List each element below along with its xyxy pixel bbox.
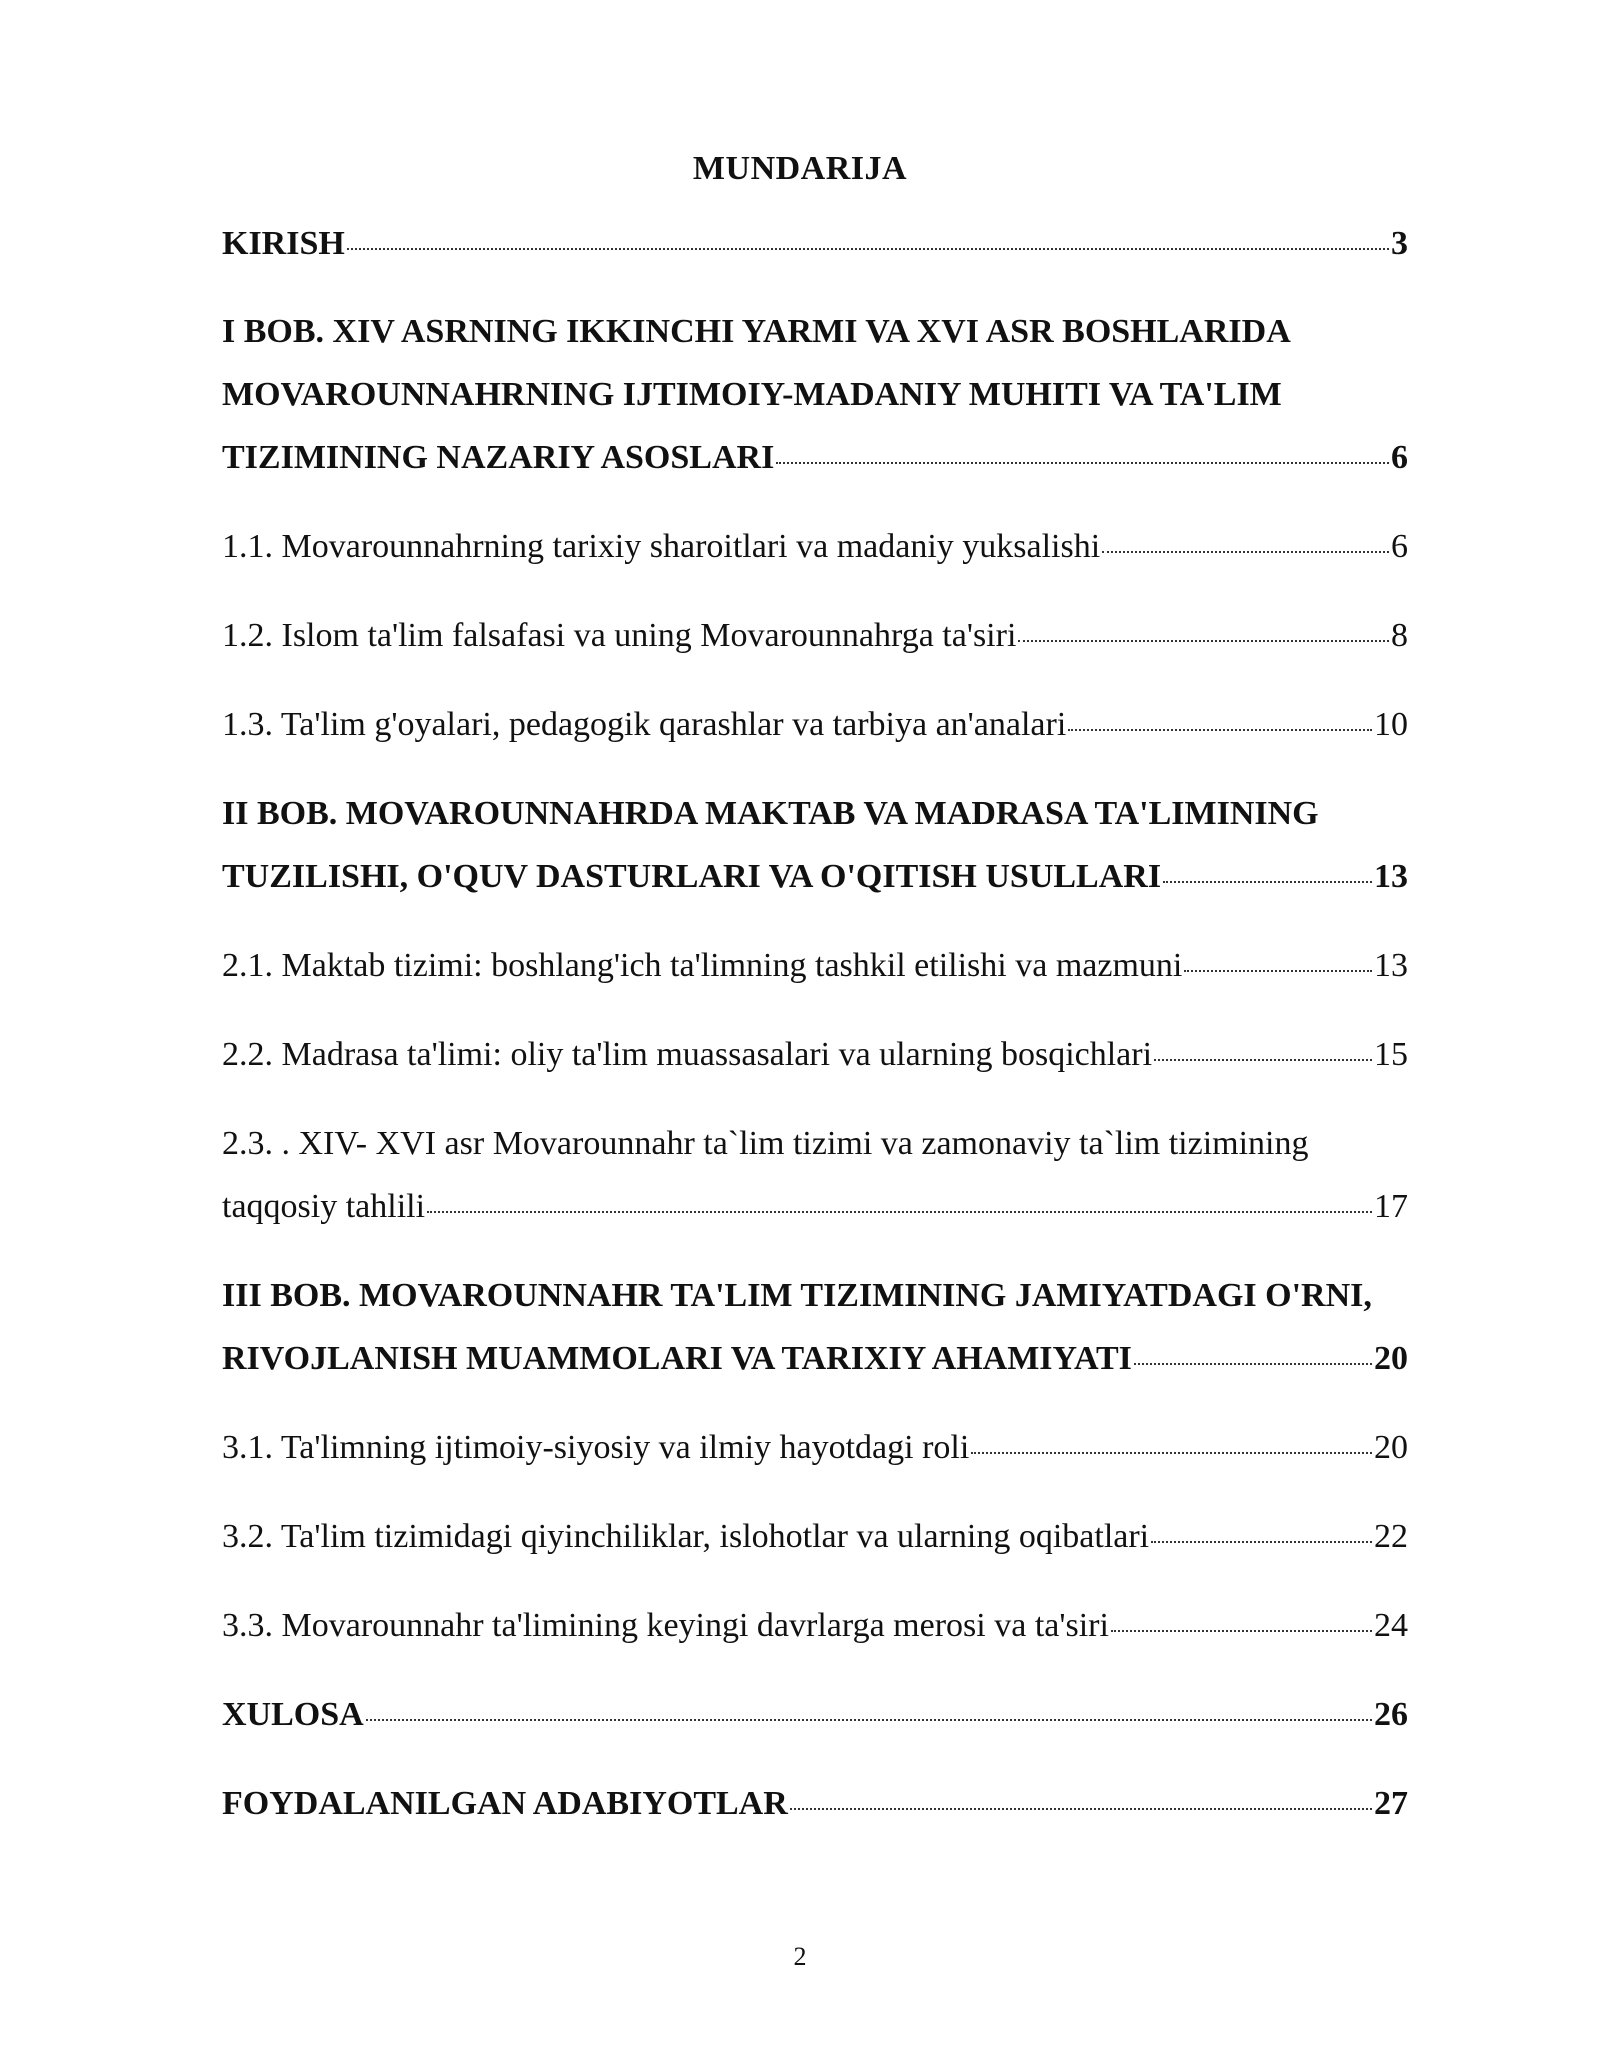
toc-page-number: 6 [1391, 528, 1408, 565]
toc-entry-title-line: II BOB. MOVAROUNNAHRDA MAKTAB VA MADRASA TA'LIMINING [222, 795, 1319, 832]
toc-entry-title: XULOSA [222, 1696, 364, 1733]
toc-page-number: 20 [1374, 1429, 1408, 1466]
page-title: MUNDARIJA [692, 150, 908, 187]
dot-leader [1018, 640, 1389, 642]
toc-entry-chapter-3[interactable] [222, 1264, 1408, 1390]
toc-entry-1-2[interactable] [222, 604, 1408, 667]
toc-entry-title: KIRISH [222, 225, 345, 262]
toc-entry-title-line: RIVOJLANISH MUAMMOLARI VA TARIXIY AHAMIYATI [222, 1340, 1132, 1377]
toc-entry-title-line: III BOB. MOVAROUNNAHR TA'LIM TIZIMINING JAMIYATDAGI O'RNI, [222, 1277, 1372, 1314]
toc-entry-title-line: I BOB. XIV ASRNING IKKINCHI YARMI VA XVI ASR BOSHLARIDA [222, 313, 1291, 350]
toc-entry-title-line: TUZILISHI, O'QUV DASTURLARI VA O'QITISH USULLARI [222, 858, 1162, 895]
toc-entry-chapter-1[interactable] [222, 300, 1408, 489]
toc-entry-3-1[interactable] [222, 1416, 1408, 1479]
toc-entry-title: 1.2. Islom ta'lim falsafasi va uning Movarounnahrga ta'siri [222, 617, 1017, 654]
toc-entry-kirish[interactable] [222, 212, 1408, 275]
toc-entry-3-2[interactable] [222, 1505, 1408, 1568]
toc-entry-title: 2.2. Madrasa ta'limi: oliy ta'lim muassasalari va ularning bosqichlari [222, 1036, 1153, 1073]
dot-leader [347, 248, 1389, 250]
toc-entry-xulosa[interactable] [222, 1683, 1408, 1746]
dot-leader [1154, 1059, 1372, 1061]
page-number: 2 [793, 1942, 807, 1971]
toc-page-number: 20 [1374, 1340, 1408, 1377]
toc-page-number: 8 [1391, 617, 1408, 654]
dot-leader [427, 1211, 1372, 1213]
toc-entry-title: 1.1. Movarounnahrning tarixiy sharoitlari va madaniy yuksalishi [222, 528, 1101, 565]
toc-entry-title: 3.1. Ta'limning ijtimoiy-siyosiy va ilmiy hayotdagi roli [222, 1429, 970, 1466]
toc-entry-title: 3.3. Movarounnahr ta'limining keyingi davrlarga merosi va ta'siri [222, 1607, 1109, 1644]
dot-leader [776, 462, 1389, 464]
toc-entry-3-3[interactable] [222, 1594, 1408, 1657]
toc-entry-title-line: TIZIMINING NAZARIY ASOSLARI [222, 439, 775, 476]
toc-entry-title-line: 2.3. . XIV- XVI asr Movarounnahr ta`lim tizimi va zamonaviy ta`lim tizimining [222, 1125, 1309, 1162]
toc-page-number: 6 [1391, 439, 1408, 476]
toc-page-number: 27 [1374, 1785, 1408, 1822]
dot-leader [1184, 970, 1372, 972]
dot-leader [790, 1808, 1372, 1810]
toc-entry-title: 2.1. Maktab tizimi: boshlang'ich ta'limning tashkil etilishi va mazmuni [222, 947, 1183, 984]
dot-leader [366, 1719, 1372, 1721]
toc-entry-title: 3.2. Ta'lim tizimidagi qiyinchiliklar, islohotlar va ularning oqibatlari [222, 1518, 1150, 1555]
toc-entry-1-1[interactable] [222, 515, 1408, 578]
toc-page-number: 3 [1391, 225, 1408, 262]
toc-page-number: 24 [1374, 1607, 1408, 1644]
dot-leader [971, 1452, 1372, 1454]
dot-leader [1151, 1541, 1372, 1543]
toc-entry-2-1[interactable] [222, 934, 1408, 997]
toc-page-number: 13 [1374, 858, 1408, 895]
toc-entry-adabiyotlar[interactable] [222, 1772, 1408, 1835]
toc-entry-1-3[interactable] [222, 693, 1408, 756]
toc-entry-2-3[interactable] [222, 1112, 1408, 1238]
dot-leader [1163, 881, 1372, 883]
toc-entry-title-line: taqqosiy tahlili [222, 1188, 426, 1225]
toc-page-number: 26 [1374, 1696, 1408, 1733]
toc-entry-title-line: MOVAROUNNAHRNING IJTIMOIY-MADANIY MUHITI VA TA'LIM [222, 376, 1282, 413]
toc-page-number: 15 [1374, 1036, 1408, 1073]
toc-entry-title: 1.3. Ta'lim g'oyalari, pedagogik qarashlar va tarbiya an'analari [222, 706, 1067, 743]
toc-entry-2-2[interactable] [222, 1023, 1408, 1086]
dot-leader [1134, 1363, 1372, 1365]
dot-leader [1068, 729, 1372, 731]
dot-leader [1111, 1630, 1372, 1632]
toc-page-number: 13 [1374, 947, 1408, 984]
toc-page-number: 10 [1374, 706, 1408, 743]
toc-page-number: 17 [1374, 1188, 1408, 1225]
toc-entry-chapter-2[interactable] [222, 782, 1408, 908]
dot-leader [1102, 551, 1389, 553]
toc-entry-title: FOYDALANILGAN ADABIYOTLAR [222, 1785, 788, 1822]
toc-page-number: 22 [1374, 1518, 1408, 1555]
